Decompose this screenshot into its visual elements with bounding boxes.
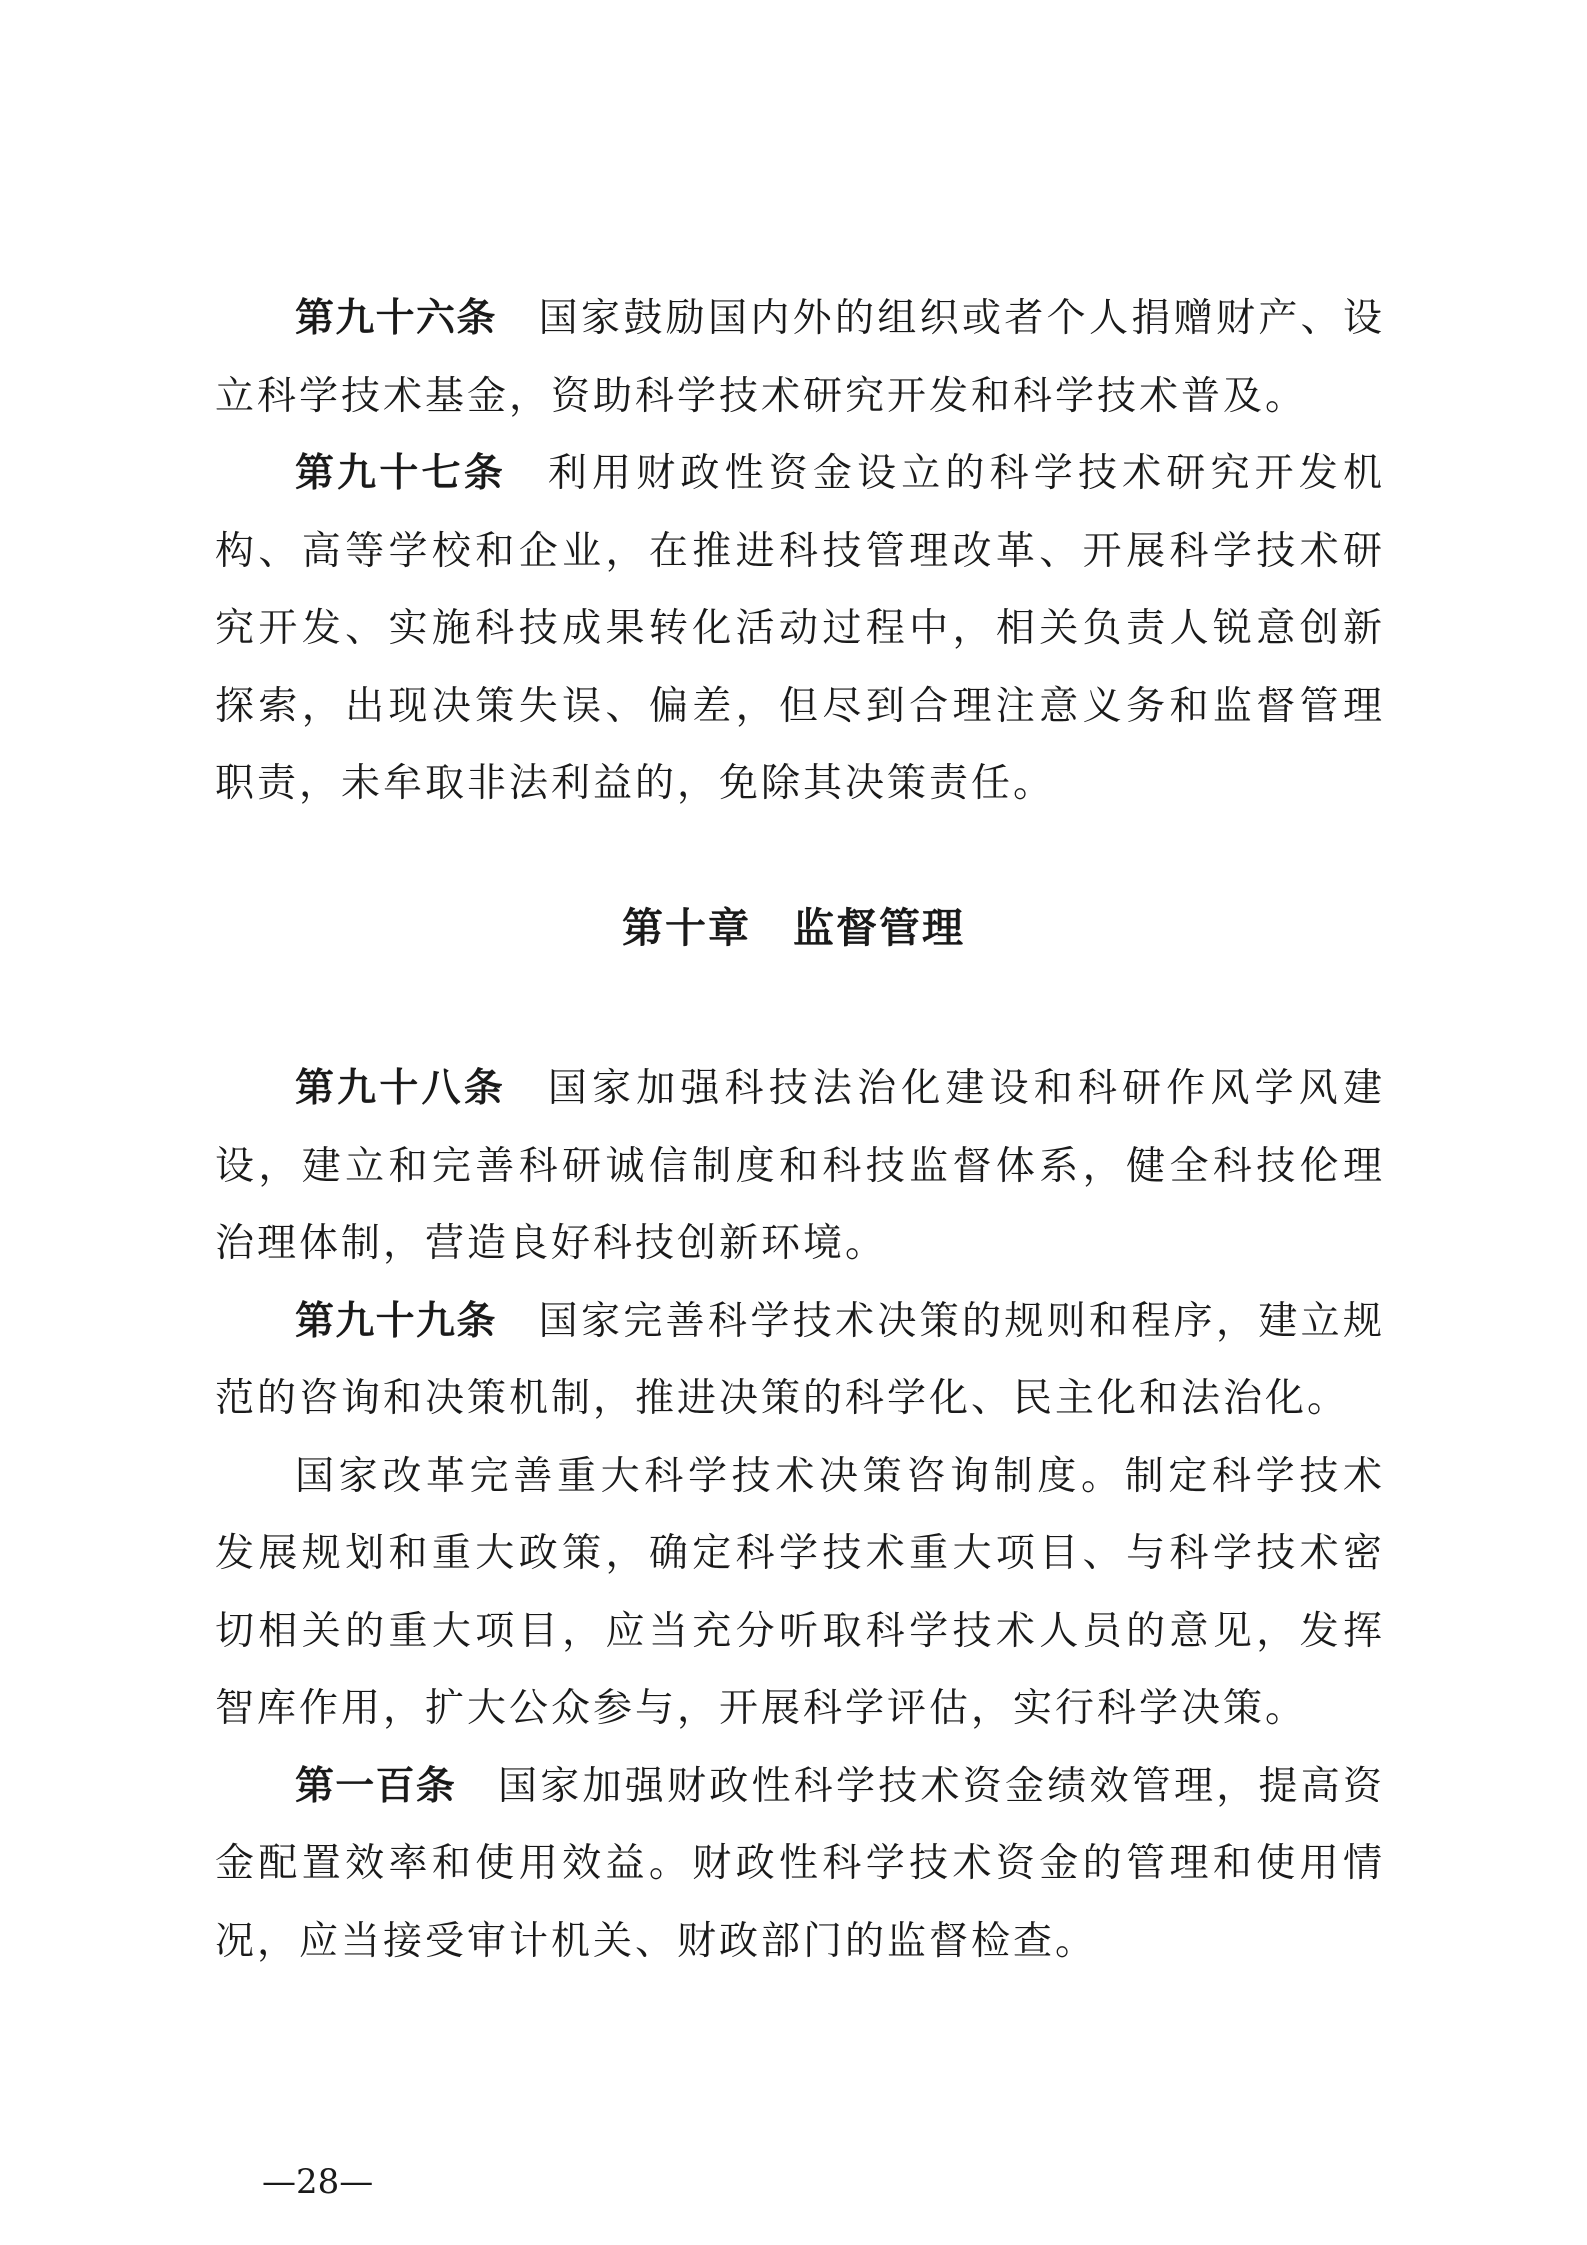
article-99-paragraph-2: 国家改革完善重大科学技术决策咨询制度。制定科学技术发展规划和重大政策，确定科学技术重大项目、与科学技术密切相关的重大项目，应当充分听取科学技术人员的意见，发挥智库作用，扩大公众参与，开展科学评估，实行科学决策。 (215, 1453, 1385, 1731)
chapter-heading (0, 898, 1587, 958)
article-98 (215, 1050, 1385, 1283)
article-96 (215, 280, 1385, 435)
chapter-title: 监督管理 (793, 904, 965, 952)
article-100 (215, 1748, 1385, 1981)
chapter-number: 第十章 (622, 904, 751, 952)
article-text: 国家完善科学技术决策的规则和程序，建立规范的咨询和决策机制，推进决策的科学化、民主化和法治化。 (215, 1298, 1385, 1421)
article-number: 第九十六条 (295, 296, 497, 341)
article-text: 国家加强科技法治化建设和科研作风学风建设，建立和完善科研诚信制度和科技监督体系，健全科技伦理治理体制，营造良好科技创新环境。 (215, 1066, 1385, 1266)
article-text: 利用财政性资金设立的科学技术研究开发机构、高等学校和企业，在推进科技管理改革、开展科学技术研究开发、实施科技成果转化活动过程中，相关负责人锐意创新探索，出现决策失误、偏差，但尽到合理注意义务和监督管理职责，未牟取非法利益的，免除其决策责任。 (215, 451, 1385, 806)
article-number: 第九十七条 (295, 451, 506, 496)
article-text: 国家鼓励国内外的组织或者个人捐赠财产、设立科学技术基金，资助科学技术研究开发和科学技术普及。 (215, 296, 1385, 419)
articles-after-chapter (215, 1050, 1385, 1980)
article-text: 国家加强财政性科学技术资金绩效管理，提高资金配置效率和使用效益。财政性科学技术资金的管理和使用情况，应当接受审计机关、财政部门的监督检查。 (215, 1763, 1385, 1964)
article-number: 第九十九条 (295, 1298, 497, 1344)
article-97 (215, 435, 1385, 823)
article-number: 第九十八条 (295, 1066, 506, 1111)
article-99 (215, 1283, 1385, 1438)
articles-before-chapter (215, 280, 1385, 823)
page-number: —28— (262, 2162, 374, 2202)
article-number: 第一百条 (295, 1763, 456, 1809)
